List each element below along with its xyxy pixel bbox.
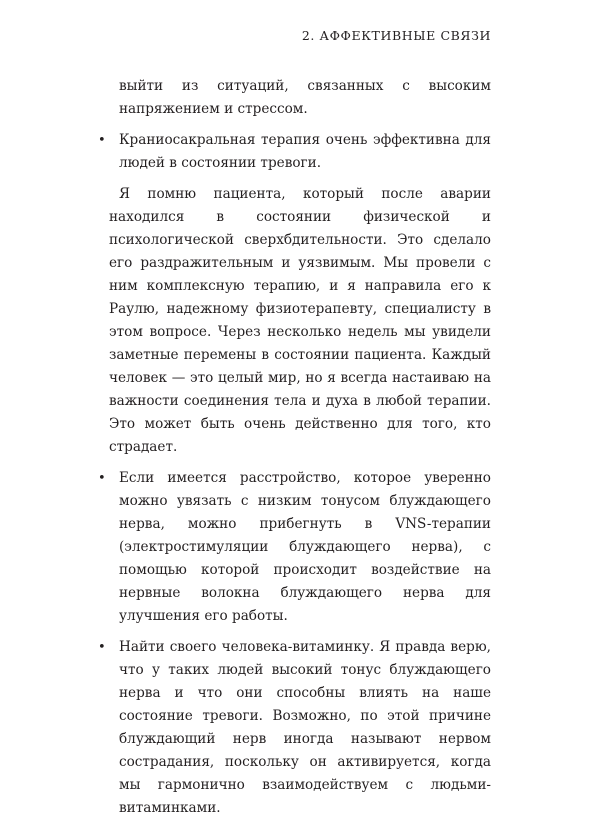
continued-text: выйти из ситуаций, связанных с высоким напряжением и стрессом. <box>119 78 491 117</box>
bullet-text-1: Краниосакральная терапия очень эффективна для людей в состоянии тревоги. <box>119 132 491 171</box>
bullet-icon: • <box>98 640 106 655</box>
running-header: 2. АФФЕКТИВНЫЕ СВЯЗИ <box>301 28 491 43</box>
bullet-item-1 <box>98 129 491 175</box>
bullet-icon: • <box>98 471 106 486</box>
paragraph-1: Я помню пациента, который после аварии находился в состоянии физической и психологической сверхбдительности. Это сделало его раздражительным и уязвимым. Мы провели с ним комплексную терапию, и я направила его к Раулю, надежному физиотерапевту, специалисту в этом вопросе. Через несколько недель мы увидели заметные перемены в состоянии пациента. Каждый человек — это целый мир, но я всегда настаиваю на важности соединения тела и духа в любой терапии. Это может быть очень действенно для того, кто страдает. <box>109 186 491 455</box>
bullet-icon: • <box>98 133 106 148</box>
bullet-item-3 <box>98 636 491 820</box>
bullet-item-2 <box>98 467 491 628</box>
page-body <box>98 75 491 828</box>
bullet-text-3: Найти своего человека-витаминку. Я правда верю, что у таких людей высокий тонус блуждающего нерва и что они способны влиять на наше состояние тревоги. Возможно, по этой причине блуждающий нерв иногда называют нервом сострадания, поскольку он активируется, когда мы гармонично взаимодействуем с людьми-витаминками. <box>119 639 491 816</box>
bullet-text-2: Если имеется расстройство, которое уверенно можно увязать с низким тонусом блуждающего нерва, можно прибегнуть в VNS-терапии (электростимуляции блуждающего нерва), с помощью которой происходит воздействие на нервные волокна блуждающего нерва для улучшения его работы. <box>119 470 491 624</box>
